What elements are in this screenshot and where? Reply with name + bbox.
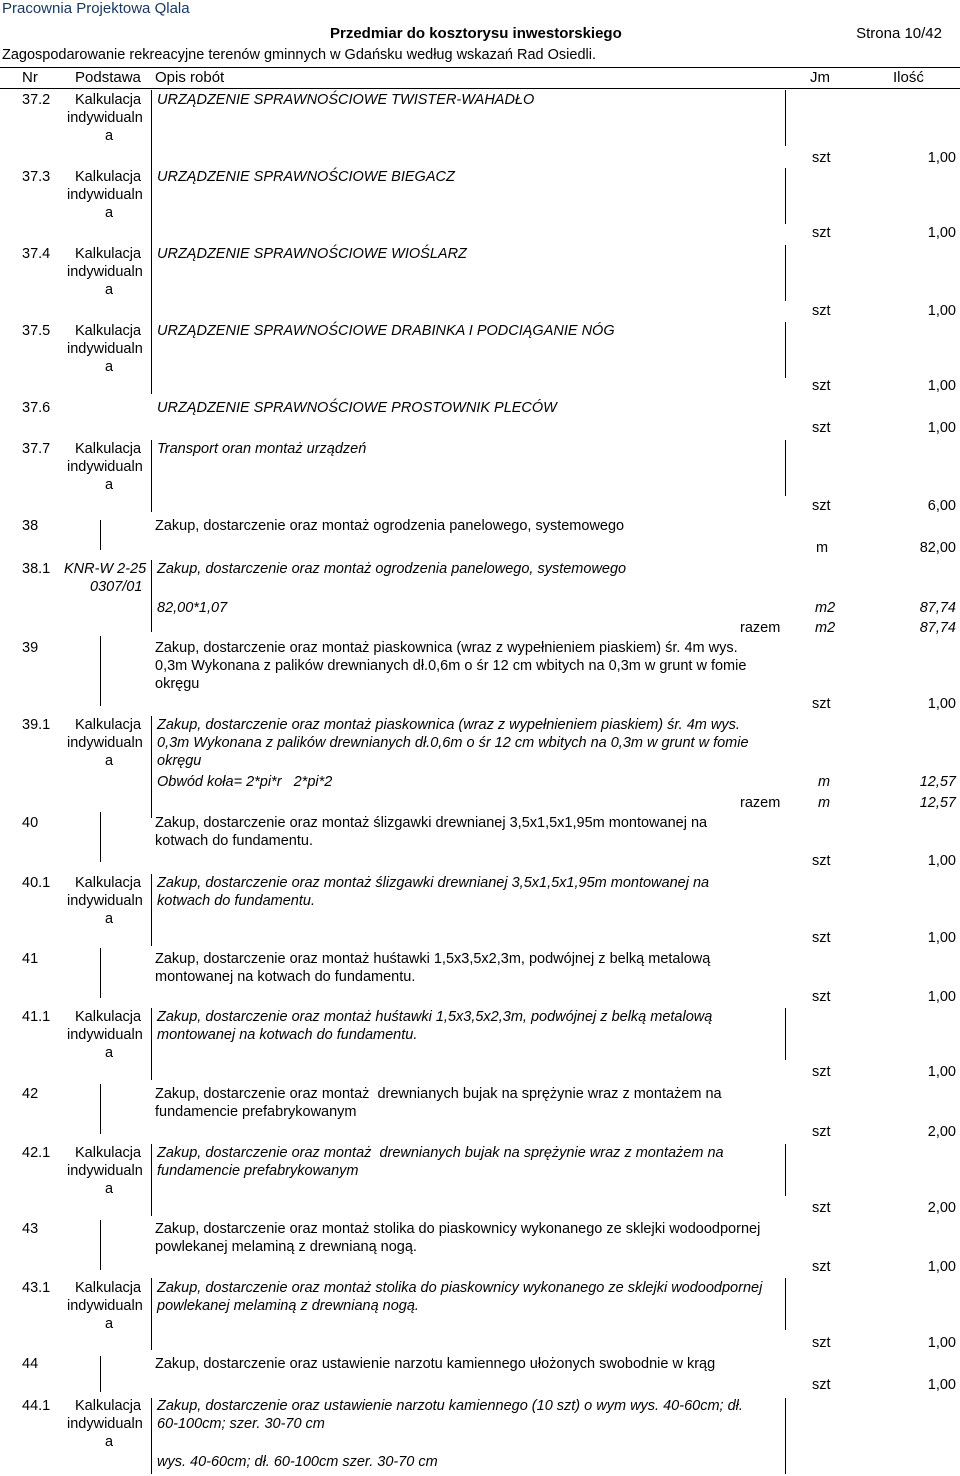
row-description: Zakup, dostarczenie oraz montaż huśtawki 1,5x3,5x2,3m, podwójnej z belką metalową <box>155 951 711 967</box>
row-description: URZĄDZENIE SPRAWNOŚCIOWE PROSTOWNIK PLECÓW <box>157 400 557 416</box>
row-quantity: 82,00 <box>919 540 956 556</box>
row-number: 44.1 <box>22 1398 51 1414</box>
row-basis: a <box>105 1045 114 1061</box>
row-basis: indywidualn <box>67 110 143 126</box>
row-quantity: 2,00 <box>927 1124 956 1140</box>
row-unit: szt <box>812 225 831 241</box>
row-description: Zakup, dostarczenie oraz montaż stolika do piaskownicy wykonanego ze sklejki wodoodpornej <box>155 1221 761 1237</box>
row-description: Zakup, dostarczenie oraz montaż drewnianych bujak na sprężynie wraz z montażem na <box>157 1145 724 1161</box>
row-description: Zakup, dostarczenie oraz montaż stolika do piaskownicy wykonanego ze sklejki wodoodpornej <box>157 1280 763 1296</box>
page-number: Strona 10/42 <box>856 25 942 42</box>
row-basis: indywidualn <box>67 893 143 909</box>
row-basis: Kalkulacja <box>75 875 142 891</box>
column-divider <box>100 1356 101 1392</box>
row-calc-quantity: 12,57 <box>919 774 956 790</box>
column-divider <box>151 1144 152 1216</box>
column-divider <box>151 874 152 946</box>
row-calculation: wys. 40-60cm; dł. 60-100cm szer. 30-70 cm <box>157 1454 438 1470</box>
row-description: montowanej na kotwach do fundamentu. <box>155 969 416 985</box>
row-quantity: 1,00 <box>927 420 956 436</box>
row-number: 37.2 <box>22 92 51 108</box>
column-divider <box>151 1278 152 1350</box>
row-number: 41 <box>22 951 39 967</box>
row-unit: szt <box>812 150 831 166</box>
row-total-label: razem <box>740 620 781 636</box>
row-description: fundamencie prefabrykowanym <box>157 1163 359 1179</box>
row-unit: szt <box>812 1200 831 1216</box>
row-number: 37.6 <box>22 400 51 416</box>
column-divider <box>151 560 152 632</box>
row-basis: Kalkulacja <box>75 169 142 185</box>
row-basis: indywidualn <box>67 1298 143 1314</box>
row-description: Zakup, dostarczenie oraz montaż piaskownica (wraz z wypełnieniem piaskiem) śr. 4m wys. <box>155 640 738 656</box>
row-basis: Kalkulacja <box>75 1398 142 1414</box>
unit-column-divider <box>785 322 786 378</box>
row-description: Zakup, dostarczenie oraz montaż huśtawki 1,5x3,5x2,3m, podwójnej z belką metalową <box>157 1009 713 1025</box>
row-number: 40 <box>22 815 39 831</box>
row-description: URZĄDZENIE SPRAWNOŚCIOWE TWISTER-WAHADŁO <box>157 92 535 108</box>
row-description: Zakup, dostarczenie oraz montaż drewnianych bujak na sprężynie wraz z montażem na <box>155 1086 722 1102</box>
column-divider <box>100 948 101 998</box>
row-basis: Kalkulacja <box>75 441 142 457</box>
row-unit: szt <box>812 378 831 394</box>
row-quantity: 1,00 <box>927 303 956 319</box>
row-description: 60-100cm; szer. 30-70 cm <box>157 1416 325 1432</box>
column-divider <box>151 168 152 246</box>
row-basis: a <box>105 911 114 927</box>
row-description: okręgu <box>157 753 202 769</box>
row-basis: indywidualn <box>67 1163 143 1179</box>
header-bottom-border <box>0 88 960 89</box>
row-unit: szt <box>812 1064 831 1080</box>
row-basis: Kalkulacja <box>75 92 142 108</box>
row-number: 39.1 <box>22 717 51 733</box>
row-quantity: 1,00 <box>927 1335 956 1351</box>
row-quantity: 1,00 <box>927 150 956 166</box>
row-unit: m <box>818 795 831 811</box>
row-unit: szt <box>812 1335 831 1351</box>
row-number: 40.1 <box>22 875 51 891</box>
row-unit: szt <box>812 420 831 436</box>
row-number: 38 <box>22 518 39 534</box>
row-description: kotwach do fundamentu. <box>155 833 313 849</box>
unit-column-divider <box>785 90 786 146</box>
row-description: 0,3m Wykonana z palików drewnianych dł.0,6m o śr 12 cm wbitych na 0,3m w grunt w fomie <box>157 735 749 751</box>
row-basis: Kalkulacja <box>75 246 142 262</box>
firm-name: Pracownia Projektowa Qlala <box>2 0 190 17</box>
row-basis: Kalkulacja <box>75 1280 142 1296</box>
row-basis: Kalkulacja <box>75 323 142 339</box>
row-description: Zakup, dostarczenie oraz montaż piaskownica (wraz z wypełnieniem piaskiem) śr. 4m wys. <box>157 717 740 733</box>
row-quantity: 1,00 <box>927 853 956 869</box>
row-basis: indywidualn <box>67 1027 143 1043</box>
column-header-description: Opis robót <box>155 69 225 86</box>
row-basis: indywidualn <box>67 1416 143 1432</box>
row-number: 37.5 <box>22 323 51 339</box>
row-number: 42.1 <box>22 1145 51 1161</box>
row-description: Zakup, dostarczenie oraz montaż ogrodzenia panelowego, systemowego <box>157 561 627 577</box>
row-quantity: 1,00 <box>927 989 956 1005</box>
row-number: 41.1 <box>22 1009 51 1025</box>
row-quantity: 1,00 <box>927 1064 956 1080</box>
column-header-unit: Jm <box>810 69 830 86</box>
row-unit: szt <box>812 930 831 946</box>
unit-column-divider <box>785 1144 786 1196</box>
row-calculation: Obwód koła= 2*pi*r 2*pi*2 <box>157 774 333 790</box>
row-calc-quantity: 87,74 <box>919 600 956 616</box>
row-description: Zakup, dostarczenie oraz ustawienie narzotu kamiennego (10 szt) o wym wys. 40-60cm; dł. <box>157 1398 743 1414</box>
unit-column-divider <box>785 1278 786 1330</box>
row-calculation: 82,00*1,07 <box>157 600 228 616</box>
row-number: 39 <box>22 640 39 656</box>
row-basis: a <box>105 1181 114 1197</box>
row-quantity: 2,00 <box>927 1200 956 1216</box>
row-basis: a <box>105 205 114 221</box>
row-unit: m2 <box>815 620 836 636</box>
row-number: 42 <box>22 1086 39 1102</box>
row-basis: a <box>105 753 114 769</box>
row-quantity: 1,00 <box>927 1259 956 1275</box>
unit-column-divider <box>785 168 786 224</box>
row-description: Zakup, dostarczenie oraz montaż ślizgawki drewnianej 3,5x1,5x1,95m montowanej na <box>157 875 710 891</box>
row-basis: a <box>105 477 114 493</box>
row-quantity: 87,74 <box>919 620 956 636</box>
row-basis: a <box>105 1316 114 1332</box>
column-divider <box>100 520 101 550</box>
row-quantity: 1,00 <box>927 696 956 712</box>
row-calc-unit: m2 <box>815 600 836 616</box>
column-divider <box>151 716 152 818</box>
row-unit: szt <box>812 853 831 869</box>
row-basis: indywidualn <box>67 264 143 280</box>
unit-column-divider <box>785 1398 786 1474</box>
unit-column-divider <box>785 440 786 496</box>
row-description: Zakup, dostarczenie oraz montaż ślizgawki drewnianej 3,5x1,5x1,95m montowanej na <box>155 815 708 831</box>
row-unit: szt <box>812 696 831 712</box>
row-description: Transport oran montaż urządzeń <box>157 441 367 457</box>
row-number: 43.1 <box>22 1280 51 1296</box>
column-divider <box>151 245 152 323</box>
row-unit: szt <box>812 1124 831 1140</box>
row-unit: szt <box>812 303 831 319</box>
row-basis: Kalkulacja <box>75 717 142 733</box>
row-unit: m <box>816 540 829 556</box>
column-divider <box>100 636 101 706</box>
row-description: powlekanej melaminą z drewnianą nogą. <box>157 1298 419 1314</box>
row-description: 0,3m Wykonana z palików drewnianych dł.0,6m o śr 12 cm wbitych na 0,3m w grunt w fomie <box>155 658 747 674</box>
row-number: 43 <box>22 1221 39 1237</box>
row-basis: indywidualn <box>67 341 143 357</box>
row-basis: a <box>105 359 114 375</box>
column-divider <box>151 1008 152 1080</box>
row-description: URZĄDZENIE SPRAWNOŚCIOWE WIOŚLARZ <box>157 246 467 262</box>
document-title: Przedmiar do kosztorysu inwestorskiego <box>330 25 622 42</box>
row-description: URZĄDZENIE SPRAWNOŚCIOWE BIEGACZ <box>157 169 455 185</box>
column-divider <box>151 440 152 512</box>
row-basis: indywidualn <box>67 459 143 475</box>
row-quantity: 1,00 <box>927 378 956 394</box>
row-number: 37.7 <box>22 441 51 457</box>
row-basis: indywidualn <box>67 735 143 751</box>
row-basis: Kalkulacja <box>75 1009 142 1025</box>
column-divider <box>100 1084 101 1134</box>
row-description: okręgu <box>155 676 200 692</box>
row-quantity: 6,00 <box>927 498 956 514</box>
row-unit: szt <box>812 989 831 1005</box>
row-description: powlekanej melaminą z drewnianą nogą. <box>155 1239 417 1255</box>
row-number: 37.4 <box>22 246 51 262</box>
row-basis: Kalkulacja <box>75 1145 142 1161</box>
row-quantity: 12,57 <box>919 795 956 811</box>
row-quantity: 1,00 <box>927 225 956 241</box>
row-calc-unit: m <box>818 774 831 790</box>
row-basis: a <box>105 282 114 298</box>
row-basis: a <box>105 1434 114 1450</box>
row-description: fundamencie prefabrykowanym <box>155 1104 357 1120</box>
row-number: 44 <box>22 1356 39 1372</box>
column-divider <box>100 1220 101 1270</box>
row-description: montowanej na kotwach do fundamentu. <box>157 1027 418 1043</box>
row-basis: KNR-W 2-25 <box>64 561 147 577</box>
column-header-basis: Podstawa <box>75 69 141 86</box>
column-divider <box>100 812 101 862</box>
column-divider <box>151 90 152 168</box>
row-unit: szt <box>812 1259 831 1275</box>
row-quantity: 1,00 <box>927 1377 956 1393</box>
row-description: Zakup, dostarczenie oraz ustawienie narzotu kamiennego ułożonych swobodnie w krąg <box>155 1356 716 1372</box>
row-number: 38.1 <box>22 561 51 577</box>
column-header-nr: Nr <box>22 69 38 86</box>
row-basis: indywidualn <box>67 187 143 203</box>
row-basis: 0307/01 <box>90 579 143 595</box>
row-total-label: razem <box>740 795 781 811</box>
unit-column-divider <box>785 1008 786 1060</box>
column-header-quantity: Ilość <box>893 69 924 86</box>
row-description: kotwach do fundamentu. <box>157 893 315 909</box>
row-unit: szt <box>812 498 831 514</box>
row-quantity: 1,00 <box>927 930 956 946</box>
unit-column-divider <box>785 245 786 301</box>
row-basis: a <box>105 128 114 144</box>
row-number: 37.3 <box>22 169 51 185</box>
column-divider <box>151 322 152 394</box>
row-unit: szt <box>812 1377 831 1393</box>
column-divider <box>151 1398 152 1474</box>
row-description: URZĄDZENIE SPRAWNOŚCIOWE DRABINKA I PODCIĄGANIE NÓG <box>157 323 615 339</box>
row-description: Zakup, dostarczenie oraz montaż ogrodzenia panelowego, systemowego <box>155 518 625 534</box>
document-subtitle: Zagospodarowanie rekreacyjne terenów gminnych w Gdańsku według wskazań Rad Osiedli. <box>2 47 597 63</box>
